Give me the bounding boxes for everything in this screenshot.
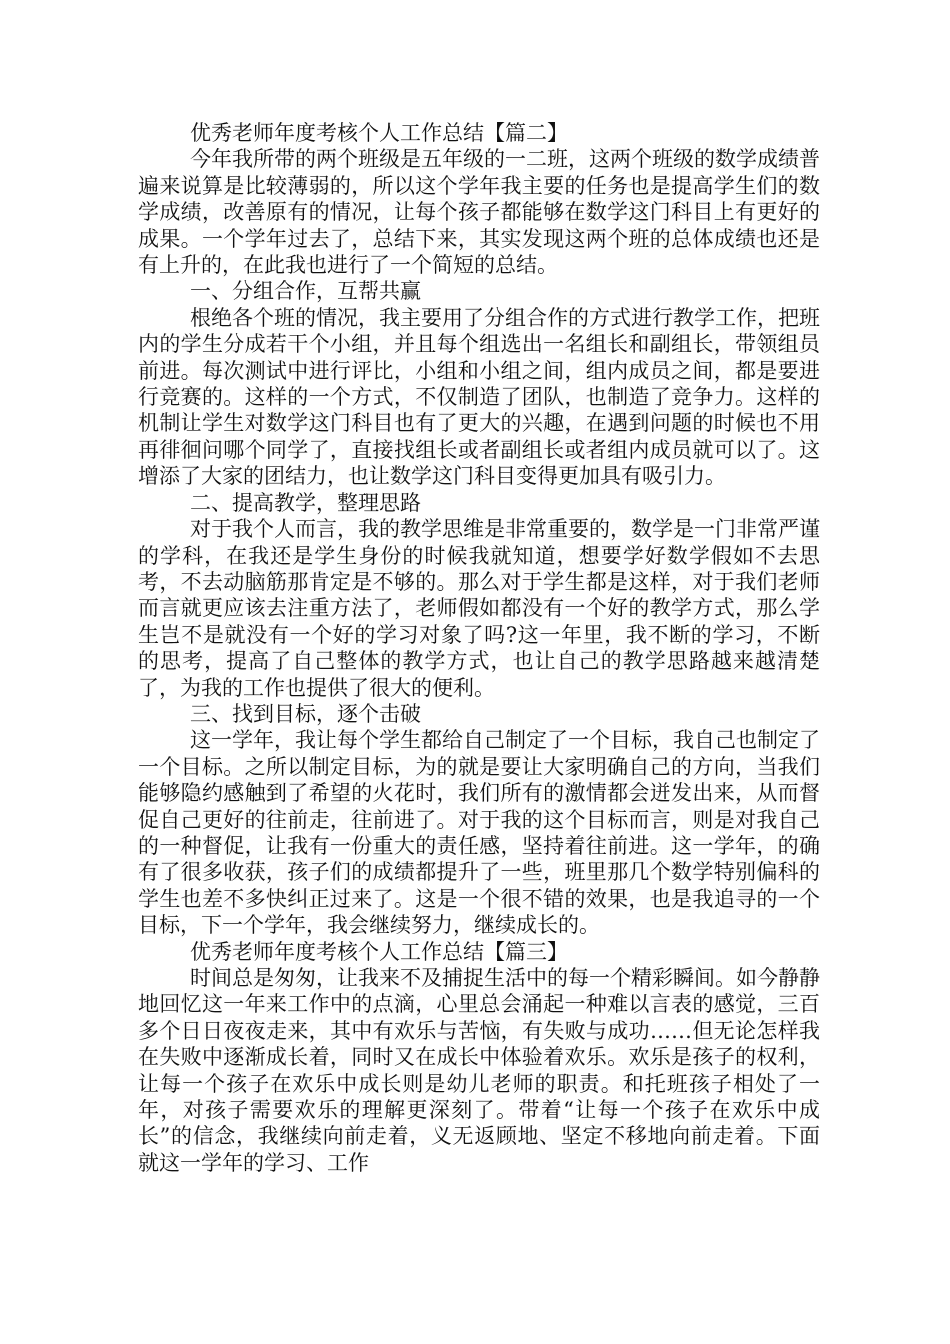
- section-heading-part2-title: 优秀老师年度考核个人工作总结【篇二】: [190, 121, 568, 145]
- paragraph-goals: 这一学年，我让每个学生都给自己制定了一个目标，我自己也制定了一个目标。之所以制定目标，为的就是要让大家明确自己的方向，当我们能够隐约感触到了希望的火花时，我们所有的激情都会迸发出来，从而督促自己更好的往前走，往前进了。对于我的这个目标而言，则是对我自己的一种督促，让我有一份重大的责任感，坚持着往前进。这一学年，的确有了很多收获，孩子们的成绩都提升了一些，班里那几个数学特别偏科的学生也差不多快纠正过来了。这是一个很不错的效果，也是我追寻的一个目标，下一个学年，我会继续努力，继续成长的。: [138, 728, 820, 938]
- document-body: [138, 120, 820, 1176]
- section-heading-3: 三、找到目标，逐个击破: [190, 701, 421, 726]
- section-heading-part3-title: 优秀老师年度考核个人工作总结【篇三】: [190, 939, 568, 964]
- section-heading-2: 二、提高教学，整理思路: [190, 490, 421, 515]
- paragraph-intro: 今年我所带的两个班级是五年级的一二班，这两个班级的数学成绩普遍来说算是比较薄弱的，所以这个学年我主要的任务也是提高学生们的数学成绩，改善原有的情况，让每个孩子都能够在数学这门科目上有更好的成果。一个学年过去了，总结下来，其实发现这两个班的总体成绩也还是有上升的，在此我也进行了一个简短的总结。: [138, 147, 820, 278]
- section-heading-1: 一、分组合作，互帮共赢: [190, 279, 421, 304]
- paragraph-group-cooperation: 根绝各个班的情况，我主要用了分组合作的方式进行教学工作，把班内的学生分成若干个小组，并且每个组选出一名组长和副组长，带领组员前进。每次测试中进行评比，小组和小组之间，组内成员之间，都是要进行竞赛的。这样的一个方式，不仅制造了团队，也制造了竞争力。这样的机制让学生对数学这门科目也有了更大的兴趣，在遇到问题的时候也不用再徘徊问哪个同学了，直接找组长或者副组长或者组内成员就可以了。这增添了大家的团结力，也让数学这门科目变得更加具有吸引力。: [138, 305, 820, 489]
- paragraph-part3-intro: 时间总是匆匆，让我来不及捕捉生活中的每一个精彩瞬间。如今静静地回忆这一年来工作中的点滴，心里总会涌起一种难以言表的感觉，三百多个日日夜夜走来，其中有欢乐与苦恼，有失败与成功……但无论怎样我在失败中逐渐成长着，同时又在成长中体验着欢乐。欢乐是孩子的权利，让每一个孩子在欢乐中成长则是幼儿老师的职责。和托班孩子相处了一年，对孩子需要欢乐的理解更深刻了。带着“让每一个孩子在欢乐中成长”的信念，我继续向前走着，义无返顾地、坚定不移地向前走着。下面就这一学年的学习、工作: [138, 966, 820, 1175]
- paragraph-teaching-improvement: 对于我个人而言，我的教学思维是非常重要的，数学是一门非常严谨的学科，在我还是学生身份的时候我就知道，想要学好数学假如不去思考，不去动脑筋那肯定是不够的。那么对于学生都是这样，对于我们老师而言就更应该去注重方法了，老师假如都没有一个好的教学方式，那么学生岂不是就没有一个好的学习对象了吗?这一年里，我不断的学习，不断的思考，提高了自己整体的教学方式，也让自己的教学思路越来越清楚了，为我的工作也提供了很大的便利。: [138, 517, 820, 700]
